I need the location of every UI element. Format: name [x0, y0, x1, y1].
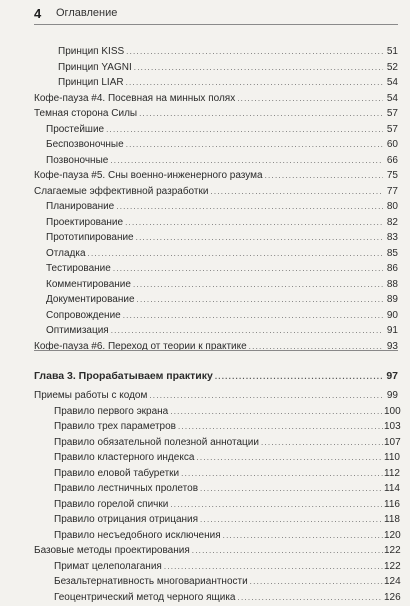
toc-entry [46, 277, 398, 293]
toc-entry [46, 246, 398, 262]
toc-entry-title: Правило несъедобного исключения [54, 529, 221, 541]
toc-entry [34, 168, 398, 184]
toc-entry-title: Приемы работы с кодом [34, 390, 148, 401]
toc-entry-title: Правило лестничных пролетов [54, 483, 199, 494]
dot-leader [136, 230, 383, 246]
toc-entry-title: Глава 3. Прорабатываем практику [34, 370, 213, 382]
toc-entry-page: 103 [384, 421, 401, 432]
toc-entry [58, 60, 398, 76]
dot-leader [116, 199, 383, 215]
toc-entry [46, 230, 398, 246]
dot-leader [181, 466, 383, 482]
dot-leader [178, 419, 383, 435]
toc-entry-page: 89 [386, 294, 398, 305]
toc-entry [34, 339, 398, 355]
toc-entry-title: Правило горелой спички [54, 498, 169, 510]
toc-entry [54, 528, 401, 544]
dot-leader [149, 388, 383, 404]
page-header [0, 0, 410, 30]
dot-leader [210, 184, 383, 200]
dot-leader [238, 590, 384, 606]
toc-entry-page: 126 [384, 591, 401, 603]
toc-entry [54, 481, 398, 497]
toc-entry-page: 57 [386, 123, 398, 135]
toc-entry-page: 122 [384, 560, 401, 572]
toc-entry [54, 435, 401, 451]
header-rule [34, 24, 398, 25]
toc-entry [46, 215, 398, 231]
dot-leader [170, 497, 383, 513]
running-title: Оглавление [56, 7, 118, 19]
toc-entry-page: 116 [384, 498, 400, 510]
toc-entry-page: 83 [386, 232, 398, 243]
toc-entry-page: 124 [384, 576, 401, 587]
toc-entry-title: Комментирование [46, 278, 131, 290]
dot-leader [237, 91, 383, 107]
toc-entry [46, 199, 398, 215]
toc-entry-title: Слагаемые эффективной разработки [34, 185, 209, 197]
toc-entry-title: Безальтернативность многовариантности [54, 576, 248, 587]
dot-leader [200, 481, 383, 497]
dot-leader [126, 75, 383, 91]
toc-entry-title: Принцип YAGNI [58, 61, 132, 73]
toc-entry-page: 90 [386, 309, 398, 321]
chapter-rule [34, 350, 398, 351]
toc-entry-title: Правило обязательной полезной аннотации [54, 436, 259, 448]
toc-entry [54, 450, 398, 466]
toc-entry-page: 86 [386, 263, 398, 274]
dot-leader [126, 44, 383, 60]
dot-leader [215, 368, 383, 385]
toc-entry-page: 75 [386, 170, 398, 181]
dot-leader [265, 168, 383, 184]
dot-leader [110, 153, 383, 169]
toc-entry-title: Позвоночные [46, 154, 109, 166]
toc-entry-title: Правило трех параметров [54, 421, 176, 432]
toc-entry [46, 153, 398, 169]
toc-entry-title: Документирование [46, 294, 135, 305]
toc-entry-page: 100 [384, 405, 401, 417]
toc-entry-page: 99 [386, 390, 398, 401]
dot-leader [111, 323, 383, 339]
toc-entry-page: 122 [384, 545, 401, 556]
dot-leader [164, 559, 383, 575]
toc-entry-title: Принцип KISS [58, 46, 125, 57]
toc-entry-page: 88 [386, 278, 398, 290]
toc-entry [34, 91, 398, 107]
dot-leader [113, 261, 383, 277]
toc-entry [54, 559, 401, 575]
dot-leader [249, 339, 383, 355]
toc-entry [34, 184, 398, 200]
dot-leader [133, 277, 383, 293]
toc-entry [58, 44, 398, 60]
toc-entry-page: 80 [386, 201, 398, 212]
toc-entry-title: Простейшие [46, 123, 105, 135]
toc-entry [54, 419, 401, 435]
toc-entry-title: Принцип LIAR [58, 77, 124, 88]
toc-entry-page: 51 [386, 46, 398, 57]
toc-entry-page: 93 [386, 340, 398, 352]
toc-entry [34, 543, 401, 559]
toc-entry-title: Кофе-пауза #4. Посевная на минных полях [34, 92, 236, 104]
toc-entry-page: 112 [384, 467, 400, 479]
toc-entry-page: 57 [386, 108, 398, 119]
toc-entry [58, 75, 398, 91]
toc-entry-title: Проектирование [46, 216, 124, 228]
dot-leader [200, 512, 383, 528]
toc-entry-title: Примат целеполагания [54, 560, 162, 572]
dot-leader [125, 215, 383, 231]
toc-entry [46, 323, 398, 339]
toc-entry-page: 91 [386, 325, 398, 336]
toc-chapter-heading [34, 368, 398, 384]
toc-entry-title: Планирование [46, 201, 115, 212]
dot-leader [88, 246, 383, 262]
toc-entry [34, 106, 398, 122]
toc-entry-title: Правило кластерного индекса [54, 452, 195, 463]
toc-entry [46, 261, 398, 277]
dot-leader [126, 137, 383, 153]
dot-leader [139, 106, 383, 122]
toc-entry-title: Беспозвоночные [46, 139, 124, 150]
toc-entry-title: Базовые методы проектирования [34, 545, 190, 556]
dot-leader [106, 122, 383, 138]
dot-leader [134, 60, 383, 76]
toc-entry-title: Правило первого экрана [54, 405, 169, 417]
dot-leader [223, 528, 383, 544]
dot-leader [261, 435, 383, 451]
toc-entry-page: 54 [386, 92, 398, 104]
toc-entry [46, 308, 398, 324]
toc-entry [54, 497, 398, 513]
toc-entry-page: 97 [386, 370, 398, 382]
dot-leader [170, 404, 383, 420]
toc-entry-page: 85 [386, 247, 398, 259]
toc-entry [34, 388, 398, 404]
page-number: 4 [34, 6, 42, 21]
toc-entry-title: Оптимизация [46, 325, 109, 336]
toc-entry-page: 110 [384, 452, 400, 463]
toc-entry-title: Геоцентрический метод черного ящика [54, 591, 236, 603]
toc-entry [54, 404, 401, 420]
dot-leader [123, 308, 383, 324]
toc-entry-title: Кофе-пауза #6. Переход от теории к практике [34, 340, 247, 352]
toc-entry-page: 52 [386, 61, 398, 73]
toc-entry-page: 114 [384, 483, 400, 494]
toc-entry-page: 120 [384, 529, 401, 541]
toc-entry [54, 512, 398, 528]
toc-entry [54, 590, 401, 606]
toc-entry-title: Кофе-пауза #5. Сны военно-инженерного разума [34, 170, 263, 181]
toc-entry-page: 54 [386, 77, 398, 88]
toc-entry-title: Правило еловой табуретки [54, 467, 180, 479]
toc-entry-title: Правило отрицания отрицания [54, 514, 199, 525]
toc-entry-page: 118 [384, 514, 400, 525]
toc-entry-title: Сопровождение [46, 309, 121, 321]
toc-entry-page: 107 [384, 436, 401, 448]
dot-leader [192, 543, 383, 559]
toc-entry-page: 82 [386, 216, 398, 228]
toc-entry-title: Прототипирование [46, 232, 134, 243]
toc-entry-page: 60 [386, 139, 398, 150]
dot-leader [196, 450, 383, 466]
toc-entry [46, 292, 398, 308]
toc-entry-title: Тестирование [46, 263, 111, 274]
toc-entry-title: Отладка [46, 247, 86, 259]
toc-entry-page: 66 [386, 154, 398, 166]
dot-leader [137, 292, 383, 308]
toc-entry [54, 466, 398, 482]
toc-entry [46, 122, 398, 138]
toc-entry-page: 77 [386, 185, 398, 197]
toc-entry-title: Темная сторона Силы [34, 108, 138, 119]
toc-entry [46, 137, 398, 153]
